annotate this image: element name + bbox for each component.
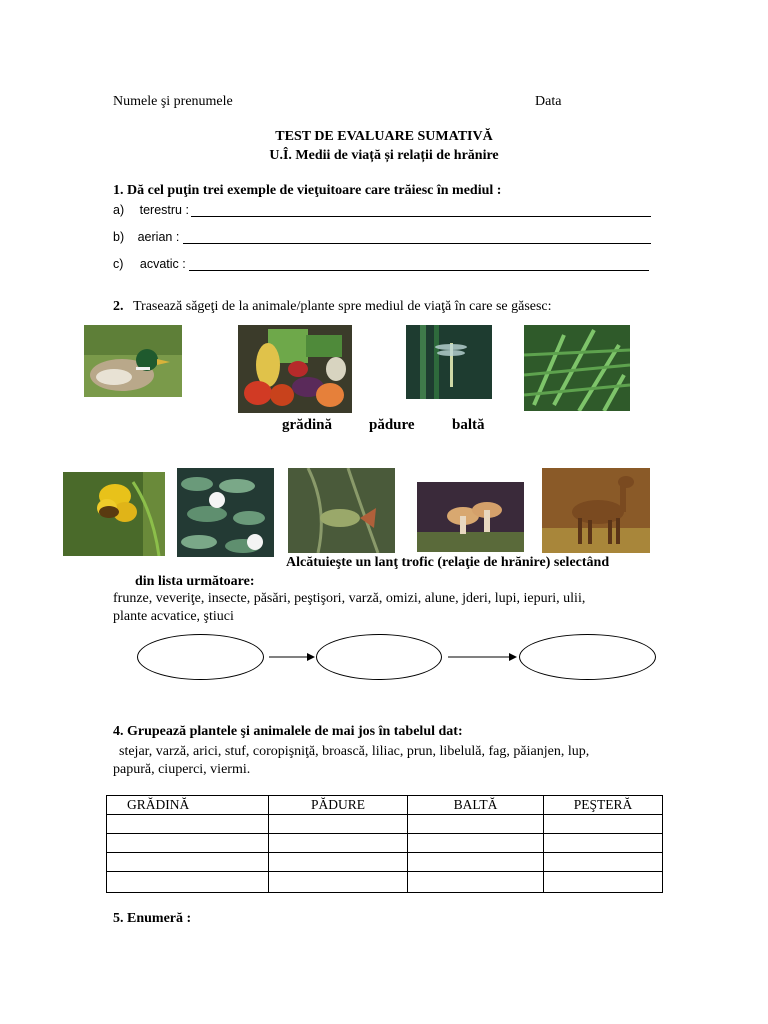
q1-item-c-label: acvatic : <box>139 257 186 271</box>
table-cell[interactable] <box>269 872 408 893</box>
table-cell[interactable] <box>408 872 544 893</box>
q3-list-line2: plante acvatice, ştiuci <box>113 609 234 624</box>
table-row <box>107 872 663 893</box>
table-cell[interactable] <box>544 815 663 834</box>
table-cell[interactable] <box>107 834 269 853</box>
table-cell[interactable] <box>107 853 269 872</box>
habitat-label-forest: pădure <box>369 417 415 433</box>
table-row <box>107 834 663 853</box>
name-label: Numele şi prenumele <box>113 94 233 109</box>
test-title: TEST DE EVALUARE SUMATIVĂ <box>275 129 493 144</box>
table-cell[interactable] <box>544 853 663 872</box>
q4-list-line2: papură, ciuperci, viermi. <box>113 762 251 777</box>
q2-number: 2. <box>113 299 124 314</box>
q1-item-c-marker: c) <box>113 257 124 271</box>
table-cell[interactable] <box>269 834 408 853</box>
q1-item-b-label: aerian : <box>137 230 180 244</box>
table-cell[interactable] <box>544 834 663 853</box>
q4-list-line1: stejar, varză, arici, stuf, coropişniţă, broască, liliac, prun, libelulă, fag, păianjen, lup, <box>119 744 590 759</box>
table-header-cave: PEŞTERĂ <box>544 796 663 815</box>
table-cell[interactable] <box>107 872 269 893</box>
table-cell[interactable] <box>408 834 544 853</box>
table-row <box>107 853 663 872</box>
habitat-table <box>106 795 663 893</box>
q2-prompt-text: Trasează săgeţi de la animale/plante spre mediul de viaţă în care se găsesc: <box>133 299 552 314</box>
table-cell[interactable] <box>544 872 663 893</box>
habitat-label-pond: baltă <box>452 417 485 433</box>
q1-item-b-marker: b) <box>113 230 125 244</box>
table-row <box>107 815 663 834</box>
date-label: Data <box>535 94 562 109</box>
q1-item-a-label: terestru : <box>139 203 189 217</box>
table-cell[interactable] <box>269 815 408 834</box>
q4-prompt: 4. Grupează plantele şi animalele de mai jos în tabelul dat: <box>113 724 463 739</box>
table-cell[interactable] <box>408 815 544 834</box>
table-header-forest: PĂDURE <box>269 796 408 815</box>
q1-item-a-marker: a) <box>113 203 125 217</box>
table-cell[interactable] <box>107 815 269 834</box>
table-cell[interactable] <box>269 853 408 872</box>
table-cell[interactable] <box>408 853 544 872</box>
q1-prompt: 1. Dă cel puţin trei exemple de vieţuitoare care trăiesc în mediul : <box>113 183 502 198</box>
q3-list-line1: frunze, veveriţe, insecte, păsări, peştişori, varză, omizi, alune, jderi, lupi, iepuri, ulii, <box>113 591 586 606</box>
table-header-row <box>107 796 663 815</box>
q3-prompt-line1: Alcătuieşte un lanţ trofic (relaţie de hrănire) selectând <box>286 555 610 570</box>
table-header-pond: BALTĂ <box>408 796 544 815</box>
q3-prompt-line2: din lista următoare: <box>135 574 255 589</box>
habitat-label-garden: grădină <box>282 417 333 433</box>
q5-prompt: 5. Enumeră : <box>113 911 192 926</box>
test-subtitle: U.Î. Medii de viață și relații de hrănire <box>269 148 499 163</box>
table-header-garden: GRĂDINĂ <box>107 796 269 815</box>
